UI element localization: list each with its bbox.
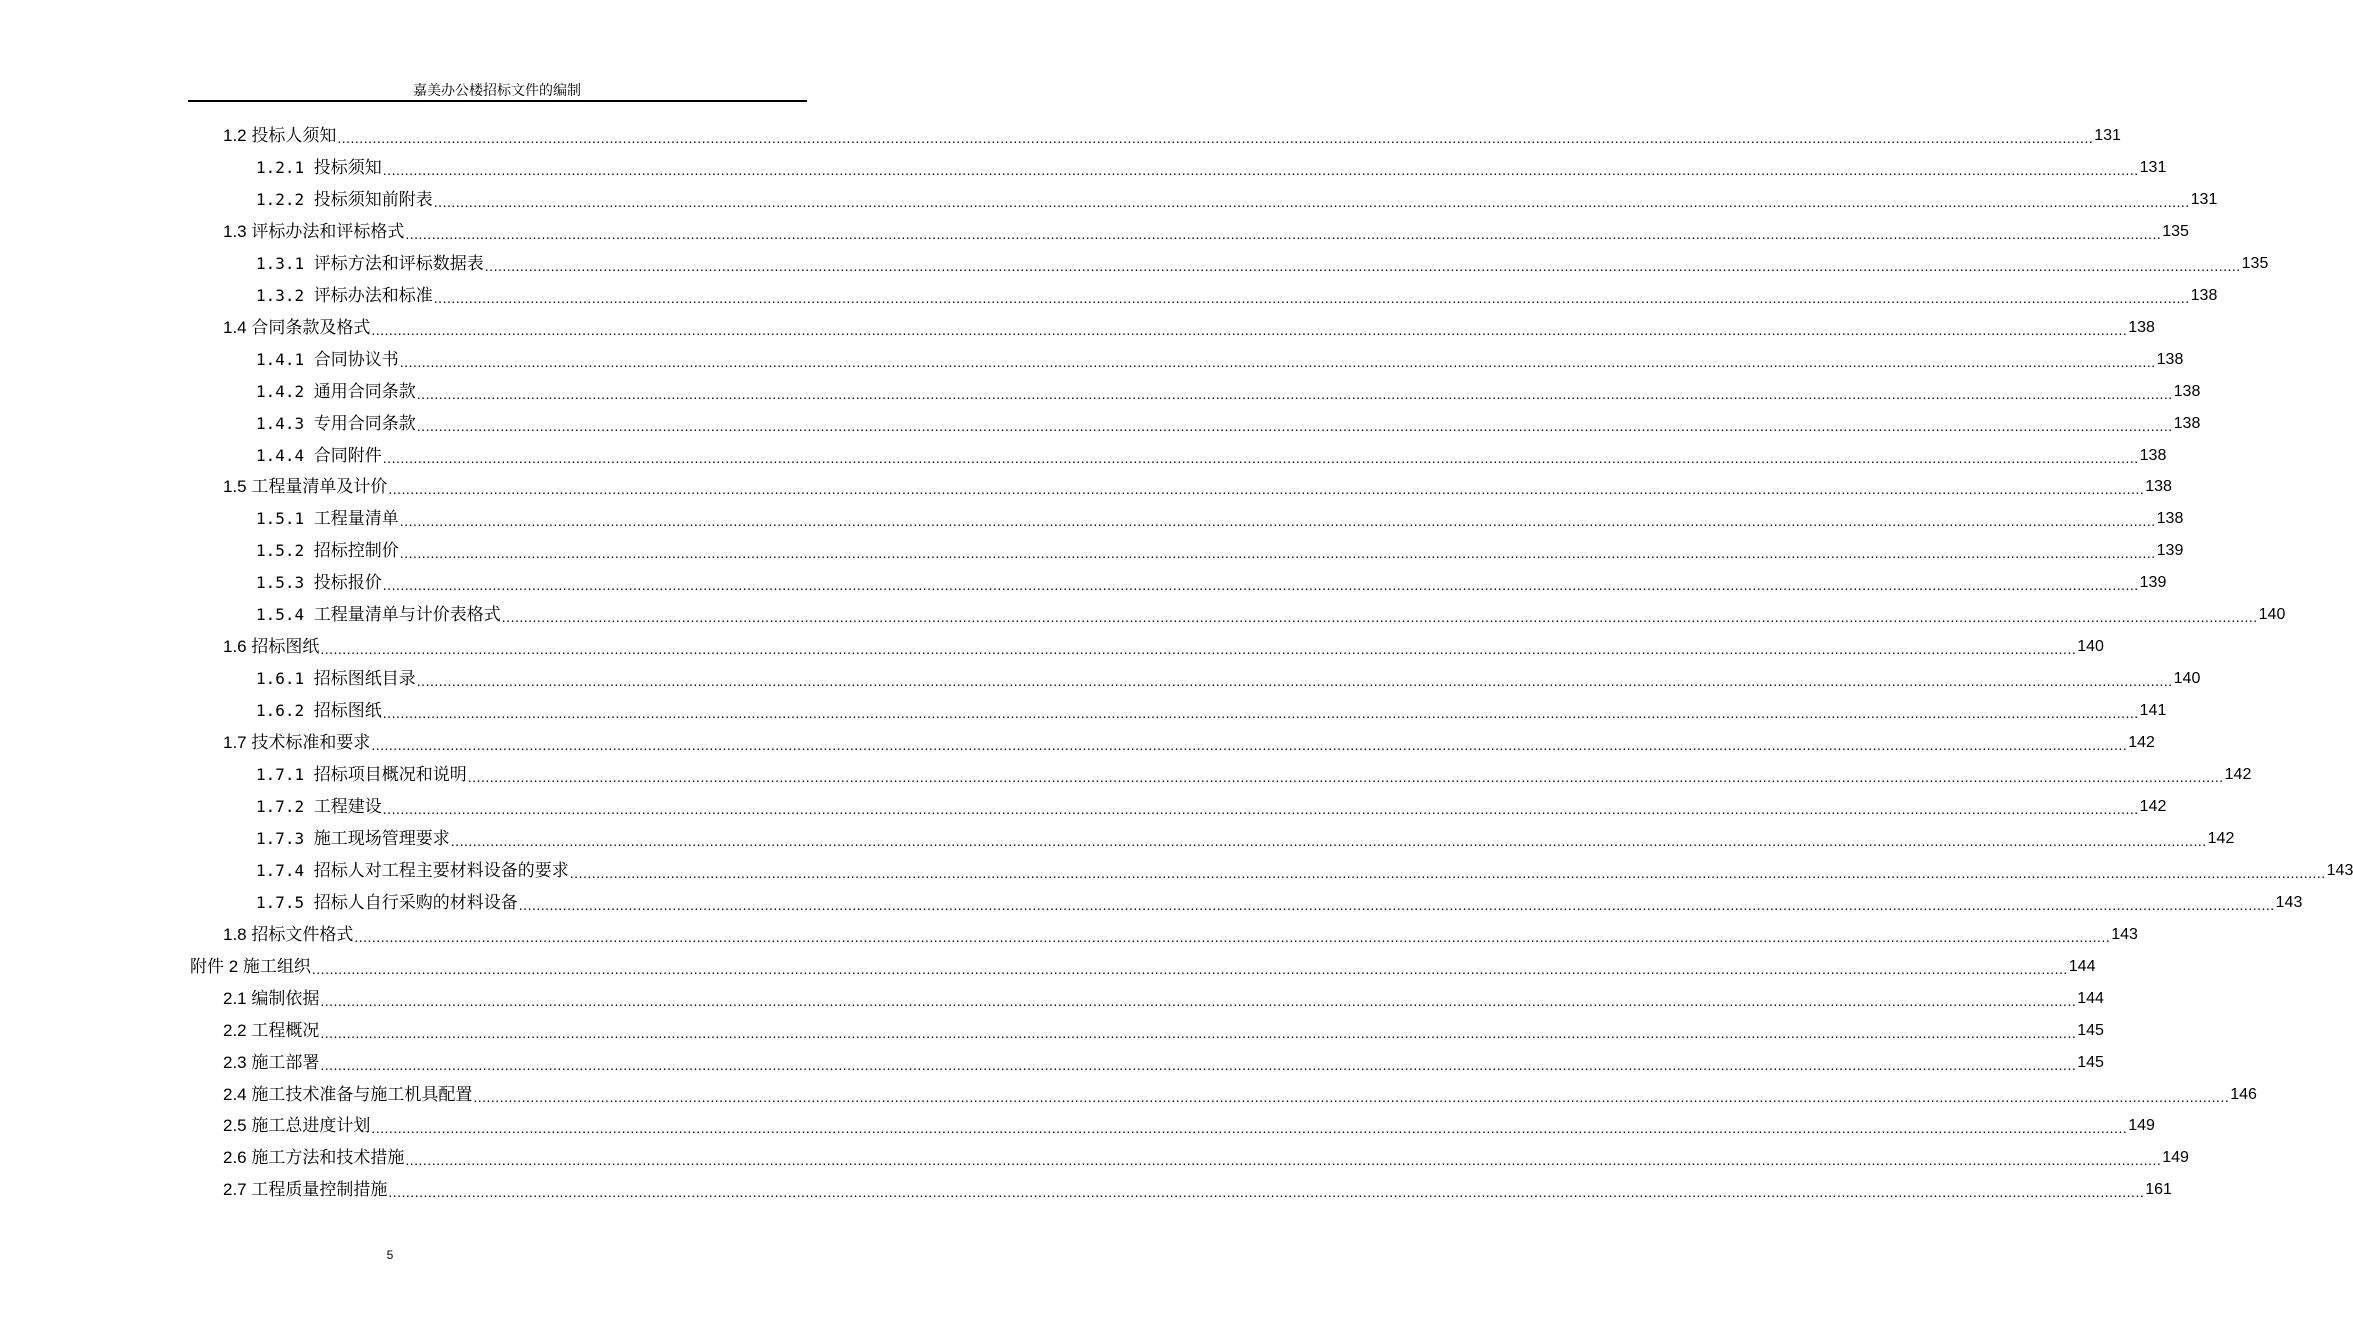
- toc-entry-page: 149: [2128, 1117, 2155, 1135]
- toc-entry[interactable]: [223, 1074, 2257, 1106]
- toc-entry-number: 1.4: [223, 317, 252, 337]
- toc-entry-page: 138: [2190, 286, 2218, 304]
- toc-entry-page: 138: [2145, 478, 2172, 496]
- toc-entry-page: 138: [2156, 350, 2184, 368]
- toc-entry[interactable]: [223, 466, 2172, 498]
- toc-entry[interactable]: [256, 530, 2184, 562]
- toc-entry-page: 149: [2162, 1149, 2189, 1167]
- toc-dot-leader: ................................................................................................................................................................................................................................................................................................................................................................................................................: [388, 1184, 2145, 1201]
- toc-entry[interactable]: [223, 1010, 2104, 1042]
- toc-entry-text: 评标办法和标准: [313, 285, 433, 306]
- toc-entry[interactable]: [256, 498, 2184, 530]
- toc-entry-number: 1.7: [223, 733, 252, 753]
- toc-entry-page: 131: [2139, 158, 2167, 176]
- toc-entry[interactable]: [256, 882, 2303, 914]
- toc-entry-title: [256, 157, 382, 179]
- toc-entry-page: 142: [2139, 797, 2167, 815]
- toc-entry-text: 施工技术准备与施工机具配置: [251, 1084, 473, 1105]
- toc-entry-page: 138: [2139, 446, 2167, 464]
- toc-entry-number: 1.7.3: [256, 828, 314, 848]
- toc-entry-number: 1.2: [223, 126, 252, 145]
- toc-entry-number: 1.2.1: [256, 157, 314, 177]
- toc-entry-text: 工程质量控制措施: [251, 1180, 388, 1201]
- toc-entry[interactable]: [223, 1042, 2104, 1074]
- toc-entry[interactable]: [256, 690, 2167, 722]
- toc-entry-title: [256, 892, 518, 914]
- toc-entry-title: [223, 1020, 319, 1042]
- toc-entry-title: [223, 1052, 319, 1074]
- toc-entry-text: 投标人须知: [251, 126, 337, 146]
- toc-entry-page: 140: [2173, 670, 2201, 688]
- toc-entry-title: [256, 540, 399, 562]
- toc-entry-text: 合同条款及格式: [251, 317, 371, 338]
- toc-entry-title: [223, 636, 319, 658]
- toc-entry-text: 招标人自行采购的材料设备: [313, 892, 518, 913]
- toc-entry-number: 1.4.4: [256, 445, 314, 465]
- toc-dot-leader: ................................................................................................................................................................................................................................................................................................................................................................................................................: [388, 481, 2145, 498]
- toc-entry[interactable]: [256, 786, 2167, 818]
- toc-entry-page: 145: [2077, 1021, 2104, 1039]
- toc-entry[interactable]: [256, 594, 2286, 626]
- toc-entry-page: 142: [2128, 734, 2155, 752]
- toc-entry-text: 工程量清单: [313, 509, 399, 530]
- toc-entry-text: 合同附件: [313, 445, 382, 466]
- toc-entry-title: [223, 732, 370, 754]
- toc-entry-number: 1.3.2: [256, 285, 314, 305]
- toc-entry-page: 140: [2258, 606, 2286, 624]
- toc-dot-leader: ................................................................................................................................................................................................................................................................................................................................................................................................................: [399, 545, 2156, 562]
- toc-entry-title: [256, 508, 399, 530]
- toc-entry-title: [223, 221, 404, 243]
- toc-entry-number: 2.5: [223, 1116, 252, 1136]
- toc-dot-leader: ................................................................................................................................................................................................................................................................................................................................................................................................................: [382, 800, 2139, 817]
- toc-dot-leader: ................................................................................................................................................................................................................................................................................................................................................................................................................: [320, 1024, 2077, 1041]
- toc-entry-title: [256, 285, 433, 307]
- toc-entry[interactable]: [256, 658, 2201, 690]
- toc-entry-number: 1.8: [223, 924, 252, 944]
- header-rule: [188, 100, 807, 102]
- toc-entry-title: [256, 764, 467, 786]
- toc-entry-title: [256, 349, 399, 371]
- toc-entry-text: 技术标准和要求: [251, 733, 371, 754]
- toc-entry-text: 施工总进度计划: [251, 1116, 371, 1137]
- toc-entry[interactable]: [256, 339, 2184, 371]
- toc-entry-text: 工程量清单与计价表格式: [313, 605, 501, 626]
- toc-entry-number: 1.6.2: [256, 701, 314, 721]
- toc-entry-text: 工程建设: [313, 796, 382, 817]
- toc-entry-title: [223, 476, 387, 498]
- toc-entry-number: 1.6.1: [256, 669, 314, 689]
- toc-entry-number: 1.5.1: [256, 509, 314, 529]
- toc-entry-number: 2.4: [223, 1084, 252, 1104]
- toc-entry-text: 编制依据: [251, 988, 320, 1009]
- toc-entry-number: 1.7.1: [256, 765, 314, 784]
- toc-entry-text: 投标报价: [313, 573, 382, 594]
- toc-entry-page: 143: [2326, 861, 2353, 879]
- toc-entry-page: 140: [2077, 638, 2104, 656]
- toc-entry-page: 139: [2156, 542, 2184, 560]
- toc-dot-leader: ................................................................................................................................................................................................................................................................................................................................................................................................................: [382, 705, 2139, 722]
- toc-entry[interactable]: [256, 562, 2167, 594]
- toc-entry[interactable]: [256, 371, 2201, 403]
- toc-entry-page: 139: [2139, 574, 2167, 592]
- toc-entry-text: 通用合同条款: [313, 381, 416, 402]
- toc-dot-leader: ................................................................................................................................................................................................................................................................................................................................................................................................................: [569, 864, 2326, 881]
- toc-entry-title: [256, 189, 433, 211]
- toc-entry-page: 144: [2077, 989, 2104, 1007]
- toc-entry-title: [256, 796, 382, 818]
- toc-entry-title: [223, 1179, 387, 1201]
- toc-entry-page: 131: [2094, 127, 2121, 144]
- toc-entry-number: 2.2: [223, 1020, 252, 1040]
- toc-entry[interactable]: [256, 850, 2353, 882]
- toc-entry[interactable]: [223, 626, 2104, 658]
- toc-entry-text: 投标须知前附表: [313, 189, 433, 210]
- toc-dot-leader: ................................................................................................................................................................................................................................................................................................................................................................................................................: [416, 417, 2173, 434]
- toc-entry[interactable]: [223, 1169, 2172, 1201]
- toc-entry[interactable]: [223, 115, 2121, 147]
- toc-entry-number: 1.7.5: [256, 892, 314, 912]
- toc-entry[interactable]: [223, 211, 2189, 243]
- toc-entry-number: 1.5.3: [256, 573, 314, 593]
- toc-entry-text: 工程量清单及计价: [251, 477, 388, 498]
- toc-entry-title: [256, 700, 382, 722]
- toc-entry-page: 143: [2275, 893, 2303, 911]
- toc-dot-leader: ................................................................................................................................................................................................................................................................................................................................................................................................................: [416, 673, 2173, 690]
- toc-entry-title: [256, 828, 450, 850]
- toc-dot-leader: ................................................................................................................................................................................................................................................................................................................................................................................................................: [354, 928, 2111, 945]
- toc-entry-title: [256, 604, 501, 626]
- toc-entry-page: 144: [2068, 957, 2096, 975]
- toc-dot-leader: ................................................................................................................................................................................................................................................................................................................................................................................................................: [320, 992, 2077, 1009]
- toc-entry-text: 招标图纸目录: [313, 669, 416, 690]
- toc-entry[interactable]: [256, 147, 2167, 179]
- toc-entry-number: 1.3.1: [256, 253, 314, 273]
- toc-entry-page: 161: [2145, 1181, 2172, 1199]
- toc-entry-number: 1.5.4: [256, 605, 314, 625]
- toc-entry-title: [223, 1115, 370, 1137]
- toc-dot-leader: ................................................................................................................................................................................................................................................................................................................................................................................................................: [399, 353, 2156, 370]
- toc-entry-page: 143: [2111, 925, 2138, 943]
- toc-entry-title: [256, 860, 569, 882]
- toc-entry-number: 1.7.4: [256, 860, 314, 880]
- running-header: 嘉美办公楼招标文件的编制: [413, 83, 581, 99]
- toc-entry-number: 1.3: [223, 221, 252, 241]
- toc-entry-text: 招标项目概况和说明: [313, 765, 467, 785]
- toc-entry-number: 1.4.2: [256, 381, 314, 401]
- toc-entry-title: [256, 381, 416, 403]
- toc-entry-text: 施工方法和技术措施: [251, 1148, 405, 1169]
- toc-dot-leader: ................................................................................................................................................................................................................................................................................................................................................................................................................: [382, 161, 2139, 178]
- toc-entry-text: 招标图纸: [251, 637, 320, 658]
- toc-entry[interactable]: [223, 1137, 2189, 1169]
- toc-entry-page: 138: [2156, 510, 2184, 528]
- toc-entry-text: 投标须知: [313, 157, 382, 178]
- toc-entry-number: 附件 2: [190, 956, 243, 976]
- toc-entry[interactable]: [256, 754, 2252, 786]
- toc-entry-page: 138: [2173, 382, 2201, 400]
- toc-entry-text: 评标办法和评标格式: [251, 221, 405, 242]
- toc-entry-number: 2.1: [223, 988, 252, 1008]
- toc-entry-title: [223, 1084, 472, 1106]
- toc-dot-leader: ................................................................................................................................................................................................................................................................................................................................................................................................................: [382, 577, 2139, 594]
- page-number: 5: [386, 1248, 394, 1262]
- toc-dot-leader: ................................................................................................................................................................................................................................................................................................................................................................................................................: [320, 641, 2077, 658]
- toc-dot-leader: ................................................................................................................................................................................................................................................................................................................................................................................................................: [467, 769, 2224, 785]
- toc-dot-leader: ................................................................................................................................................................................................................................................................................................................................................................................................................: [399, 513, 2156, 530]
- toc-entry-title: [256, 668, 416, 690]
- toc-entry[interactable]: [256, 435, 2167, 467]
- toc-entry-number: 1.7.2: [256, 796, 314, 816]
- toc-dot-leader: ................................................................................................................................................................................................................................................................................................................................................................................................................: [405, 225, 2162, 242]
- toc-entry-text: 施工现场管理要求: [313, 828, 450, 849]
- toc-entry-title: [256, 572, 382, 594]
- toc-dot-leader: ................................................................................................................................................................................................................................................................................................................................................................................................................: [501, 609, 2258, 626]
- toc-dot-leader: ................................................................................................................................................................................................................................................................................................................................................................................................................: [433, 193, 2190, 210]
- toc-entry-number: 2.6: [223, 1148, 252, 1168]
- toc-dot-leader: ................................................................................................................................................................................................................................................................................................................................................................................................................: [518, 896, 2275, 913]
- toc-entry[interactable]: [223, 978, 2104, 1010]
- toc-entry-text: 招标图纸: [313, 701, 382, 722]
- toc-dot-leader: ................................................................................................................................................................................................................................................................................................................................................................................................................: [433, 289, 2190, 306]
- toc-entry-page: 135: [2241, 254, 2269, 272]
- toc-entry-number: 1.4.1: [256, 349, 314, 369]
- toc-dot-leader: ................................................................................................................................................................................................................................................................................................................................................................................................................: [371, 1120, 2128, 1137]
- toc-entry-page: 142: [2224, 766, 2252, 783]
- toc-entry-page: 145: [2077, 1053, 2104, 1071]
- toc-entry[interactable]: [256, 275, 2218, 307]
- toc-dot-leader: ................................................................................................................................................................................................................................................................................................................................................................................................................: [484, 257, 2241, 274]
- toc-entry-text: 招标文件格式: [251, 924, 354, 945]
- toc-entry-page: 142: [2207, 829, 2235, 847]
- toc-entry-title: [223, 924, 353, 946]
- toc-entry-text: 招标人对工程主要材料设备的要求: [313, 860, 569, 881]
- toc-dot-leader: ................................................................................................................................................................................................................................................................................................................................................................................................................: [416, 385, 2173, 402]
- toc-entry-page: 131: [2190, 190, 2218, 208]
- toc-entry-page: 138: [2128, 318, 2155, 336]
- toc-dot-leader: ................................................................................................................................................................................................................................................................................................................................................................................................................: [473, 1088, 2230, 1105]
- toc-entry-number: 2.3: [223, 1052, 252, 1072]
- toc-entry-title: [223, 125, 336, 147]
- toc-entry-page: 138: [2173, 414, 2201, 432]
- toc-entry[interactable]: [256, 243, 2269, 275]
- toc-entry-number: 2.7: [223, 1180, 252, 1200]
- toc-entry-title: [256, 445, 382, 467]
- toc-entry-title: [256, 253, 484, 275]
- toc-entry-title: [223, 317, 370, 339]
- toc-dot-leader: ................................................................................................................................................................................................................................................................................................................................................................................................................: [337, 130, 2094, 146]
- toc-entry[interactable]: [256, 818, 2235, 850]
- toc-entry-page: 135: [2162, 222, 2189, 240]
- toc-entry-text: 评标方法和评标数据表: [313, 253, 484, 274]
- toc-entry-text: 施工组织: [242, 956, 311, 977]
- toc-dot-leader: ................................................................................................................................................................................................................................................................................................................................................................................................................: [371, 737, 2128, 754]
- toc-dot-leader: ................................................................................................................................................................................................................................................................................................................................................................................................................: [405, 1152, 2162, 1169]
- toc-entry[interactable]: [256, 179, 2218, 211]
- toc-entry-number: 1.6: [223, 637, 252, 657]
- toc-entry-text: 合同协议书: [313, 349, 399, 370]
- toc-entry-text: 专用合同条款: [313, 413, 416, 434]
- toc-dot-leader: ................................................................................................................................................................................................................................................................................................................................................................................................................: [382, 449, 2139, 466]
- toc-dot-leader: ................................................................................................................................................................................................................................................................................................................................................................................................................: [311, 960, 2068, 977]
- toc-entry-number: 1.4.3: [256, 413, 314, 433]
- toc-entry-page: 141: [2139, 702, 2167, 720]
- toc-entry-text: 施工部署: [251, 1052, 320, 1073]
- toc-entry-text: 招标控制价: [313, 541, 399, 562]
- toc-entry-title: [223, 988, 319, 1010]
- toc-entry[interactable]: [256, 403, 2201, 435]
- toc-entry-title: [256, 413, 416, 435]
- toc-entry-number: 1.2.2: [256, 189, 314, 209]
- toc-entry-text: 工程概况: [251, 1020, 320, 1041]
- toc-entry[interactable]: [223, 307, 2155, 339]
- toc-entry-number: 1.5.2: [256, 541, 314, 561]
- toc-dot-leader: ................................................................................................................................................................................................................................................................................................................................................................................................................: [450, 832, 2207, 849]
- toc-entry[interactable]: [223, 722, 2155, 754]
- toc-dot-leader: ................................................................................................................................................................................................................................................................................................................................................................................................................: [371, 321, 2128, 338]
- toc-entry[interactable]: [223, 1105, 2155, 1137]
- toc-entry-title: [223, 1147, 404, 1169]
- toc-entry[interactable]: [190, 946, 2096, 978]
- toc-entry[interactable]: [223, 914, 2138, 946]
- toc-dot-leader: ................................................................................................................................................................................................................................................................................................................................................................................................................: [320, 1056, 2077, 1073]
- toc-entry-number: 1.5: [223, 477, 252, 497]
- toc-entry-title: [190, 956, 311, 978]
- toc-entry-page: 146: [2230, 1085, 2257, 1103]
